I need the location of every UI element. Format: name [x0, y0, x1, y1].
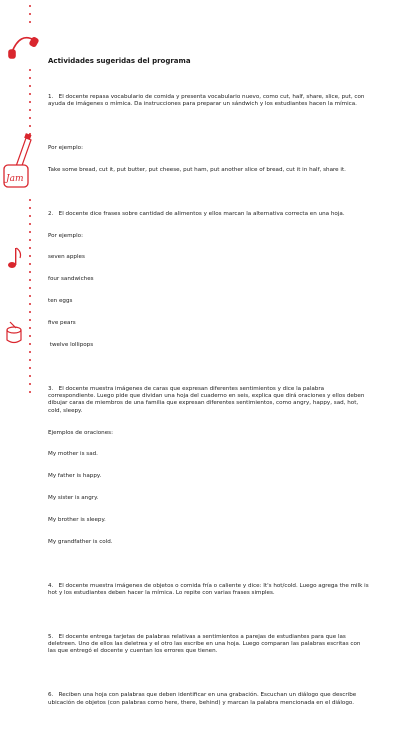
headphones-icon: [9, 37, 39, 58]
example-line: My mother is sad.: [48, 451, 98, 458]
example-line: My brother is sleepy.: [48, 517, 106, 524]
example-line: My grandfather is cold.: [48, 539, 113, 545]
activity-5: [48, 619, 370, 670]
decorative-border: [0, 0, 46, 400]
drum-icon: [7, 322, 21, 343]
example-label: Por ejemplo:: [48, 232, 83, 239]
activity-4: [48, 568, 370, 612]
jam-jar-icon: [4, 165, 28, 187]
activity-text: 4. El docente muestra imágenes de objetos o comida fría o caliente y dice: It's hot/cold. Luego agrega the milk is hot y los estudiantes deben hacer la mímica. Lo repite con varias frases simples.: [48, 582, 371, 597]
document-body: [48, 58, 370, 729]
activity-text: 2. El docente dice frases sobre cantidad de alimentos y ellos marcan la alternativa correcta en una hoja.: [48, 210, 345, 217]
example-line: ten eggs: [48, 298, 73, 305]
activity-text: 1. El docente repasa vocabulario de comida y presenta vocabulario nuevo, como cut, half, share, slice, put, con ayuda de imágenes o mímica. Da instrucciones para preparar un sándwich y los estudiantes hacen la mímica.: [48, 93, 367, 108]
activity-text: 3. El docente muestra imágenes de caras que expresan diferentes sentimientos y dice la palabra correspondiente. Luego pide que dividan una hoja del cuaderno en seis, explica que dirá oraciones y ellos deben dibujar caras de miembros de una familia que expresan diferentes sentimientos, como angry, happy, sad, hot, cold, sleepy.: [48, 385, 367, 414]
music-note-icon: [8, 248, 21, 268]
example-label: Ejemplos de oraciones:: [48, 429, 113, 436]
example-line: four sandwiches: [48, 276, 94, 283]
svg-text:Jam: Jam: [6, 174, 24, 184]
activity-6: [48, 678, 370, 722]
example-line: seven apples: [48, 254, 85, 261]
example-line: My father is happy.: [48, 473, 102, 480]
activity-text: 5. El docente entrega tarjetas de palabras relativas a sentimientos a parejas de estudiantes para que las deletreen. Uno de ellos las deletrea y el otro las escribe en una hoja. Luego comparan las palabras escritas con las que entregó el docente y cuentan los errores que tienen.: [48, 633, 363, 655]
activity-1-example: [48, 130, 370, 188]
example-line: My sister is angry.: [48, 495, 99, 502]
example-line: twelve lollipops: [48, 341, 94, 348]
page-title: Actividades sugeridas del programa: [48, 57, 191, 65]
activity-1: [48, 79, 370, 123]
example-line: Take some bread, cut it, put butter, put cheese, put ham, put another slice of bread, cut it in half, share it.: [48, 166, 346, 173]
example-line: five pears: [48, 320, 76, 327]
activity-2: [48, 196, 370, 364]
activity-text: 6. Reciben una hoja con palabras que deben identificar en una grabación. Escuchan un diálogo que describe ubicación de objetos (con palabras como here, there, behind) y marcan la palabra mencionada en el diálogo.: [48, 692, 359, 706]
example-label: Por ejemplo:: [48, 144, 83, 151]
